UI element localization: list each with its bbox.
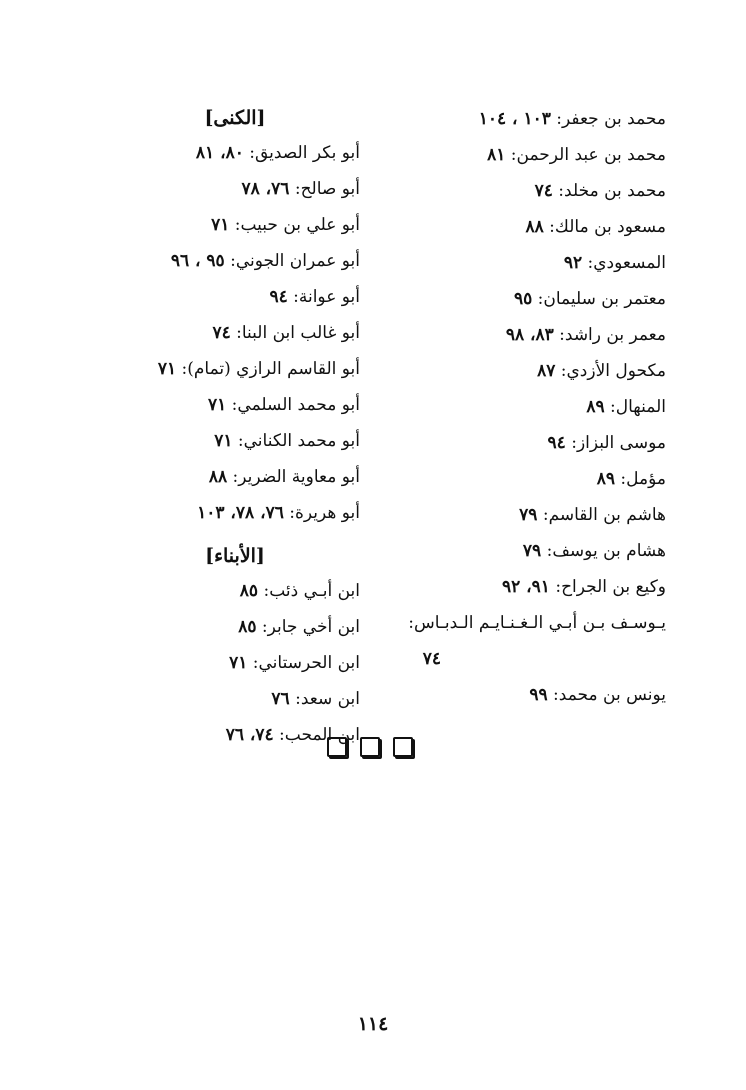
square-ornament-icon <box>327 737 347 757</box>
names-column-right <box>336 101 666 713</box>
index-entry-continuation: ٧٤ <box>422 649 441 669</box>
index-entry: مؤمل: ٨٩ <box>596 469 666 489</box>
index-entry: ابن المحب: ٧٤، ٧٦ <box>225 725 360 745</box>
section-heading-abna: [الأبناء] <box>205 545 265 567</box>
index-entry: هشام بن يوسف: ٧٩ <box>522 541 666 561</box>
index-entry: أبو عمران الجوني: ٩٥ ، ٩٦ <box>170 251 360 271</box>
index-entry: أبو صالح: ٧٦، ٧٨ <box>241 179 360 199</box>
names-column-left <box>110 101 360 753</box>
index-entry: أبو معاوية الضرير: ٨٨ <box>208 467 360 487</box>
section-heading-kunya: [الكنى] <box>204 107 266 129</box>
index-entry: المسعودي: ٩٢ <box>563 253 666 273</box>
index-entry: هاشم بن القاسم: ٧٩ <box>519 505 666 525</box>
index-entry: أبو عوانة: ٩٤ <box>269 287 360 307</box>
index-entry: المنهال: ٨٩ <box>586 397 666 417</box>
section-end-ornament <box>327 737 413 757</box>
index-entry: أبو محمد السلمي: ٧١ <box>208 395 360 415</box>
index-entry: أبو بكر الصديق: ٨٠، ٨١ <box>195 143 360 163</box>
index-entry: يونس بن محمد: ٩٩ <box>529 685 666 705</box>
square-ornament-icon <box>393 737 413 757</box>
index-entry: محمد بن جعفر: ١٠٣ ، ١٠٤ <box>478 109 666 129</box>
index-entry: أبو هريرة: ٧٦، ٧٨، ١٠٣ <box>197 503 360 523</box>
index-entry: معتمر بن سليمان: ٩٥ <box>513 289 666 309</box>
index-entry: ابن الحرستاني: ٧١ <box>229 653 360 673</box>
index-entry: مكحول الأزدي: ٨٧ <box>537 361 666 381</box>
index-entry: موسى البزاز: ٩٤ <box>547 433 666 453</box>
index-entry: أبو علي بن حبيب: ٧١ <box>211 215 360 235</box>
page-number: ١١٤ <box>357 1013 389 1035</box>
index-entry: محمد بن عبد الرحمن: ٨١ <box>487 145 666 165</box>
index-entry: ابن أخي جابر: ٨٥ <box>238 617 360 637</box>
index-entry: أبو غالب ابن البنا: ٧٤ <box>212 323 360 343</box>
index-entry: أبو القاسم الرازي (تمام): ٧١ <box>157 359 360 379</box>
index-entry: مسعود بن مالك: ٨٨ <box>525 217 666 237</box>
index-entry: وكيع بن الجراح: ٩١، ٩٢ <box>502 577 666 597</box>
index-entry: ابن سعد: ٧٦ <box>271 689 360 709</box>
index-entry: معمر بن راشد: ٨٣، ٩٨ <box>505 325 666 345</box>
index-entry: محمد بن مخلد: ٧٤ <box>534 181 666 201</box>
index-entry: ابن أبـي ذئب: ٨٥ <box>239 581 360 601</box>
square-ornament-icon <box>360 737 380 757</box>
index-entry: أبو محمد الكناني: ٧١ <box>214 431 360 451</box>
index-entry: يـوسـف بـن أبـي الـغـنـايـم الـدبـاس: <box>408 613 666 633</box>
